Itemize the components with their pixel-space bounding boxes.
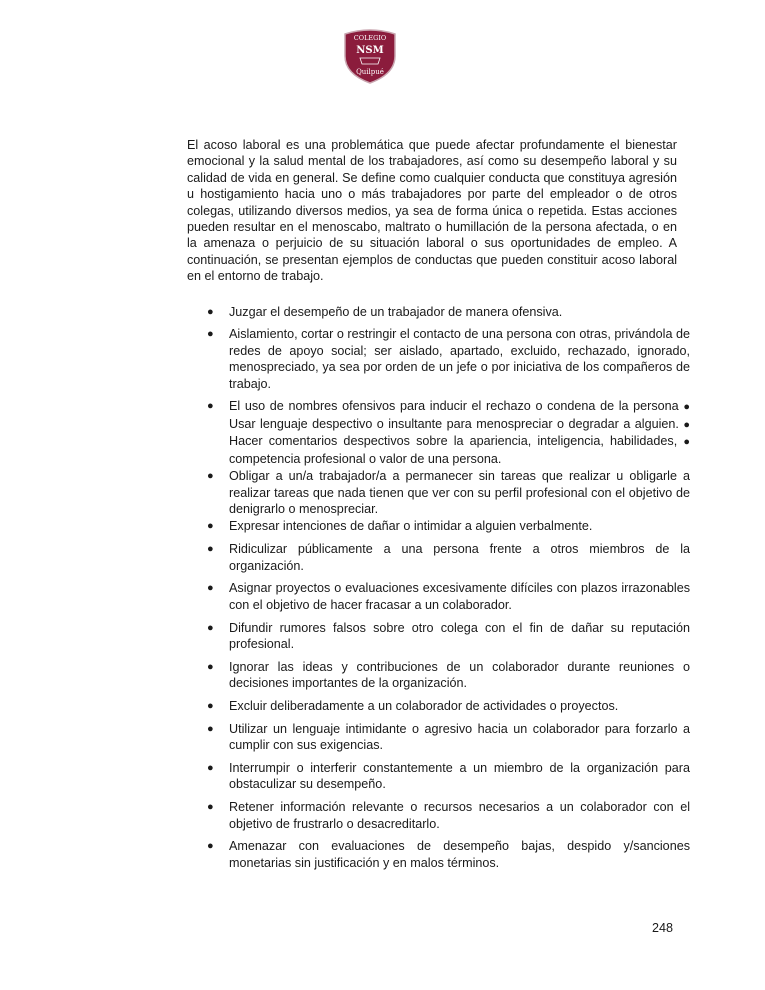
colegio-nsm-logo bbox=[342, 26, 398, 84]
list-item: ● Expresar intenciones de dañar o intimidar a alguien verbalmente. bbox=[207, 519, 593, 534]
list-item: ● Amenazar con evaluaciones de desempeño bajas, despido y/sanciones monetarias sin justificación y en malos términos. bbox=[207, 839, 690, 870]
bullet-icon: ● bbox=[207, 470, 214, 483]
list-item: ● Utilizar un lenguaje intimidante o agresivo hacia un colaborador para forzarlo a cumplir con sus exigencias. bbox=[207, 721, 690, 753]
list-item: ● Aislamiento, cortar o restringir el contacto de una persona con otras, privándola de redes de apoyo social; ser aislado, apartado, excluido, rechazado, ignorado, menospreciado, ya sea por orden de un jefe o por iniciativa de los compañeros de trabajo. bbox=[207, 327, 690, 391]
list-item: ● El uso de nombres ofensivos para inducir el rechazo o condena de la persona ● Usar lenguaje despectivo o insultante para menospreciar o degradar a alguien. ● Hacer comentarios despectivos sobre la apariencia, inteligencia, habilidades, ● competencia profesional o valor de una persona. bbox=[207, 399, 690, 466]
svg-text:COLEGIO: COLEGIO bbox=[353, 34, 387, 42]
bullet-icon: ● bbox=[207, 699, 214, 712]
list-item: ● Asignar proyectos o evaluaciones excesivamente difíciles con plazos irrazonables con el objetivo de hacer fracasar a un colaborador. bbox=[207, 581, 690, 612]
list-item: ● Obligar a un/a trabajador/a a permanecer sin tareas que realizar u obligarle a realizar tareas que nada tienen que ver con su perfil profesional con el objetivo de denigrarlo o menospreciar. bbox=[207, 469, 690, 516]
bullet-icon: ● bbox=[207, 722, 214, 735]
bullet-icon: ● bbox=[207, 328, 214, 341]
bullet-icon: ● bbox=[207, 660, 214, 673]
bullet-icon: ● bbox=[683, 401, 690, 414]
bullet-icon: ● bbox=[207, 801, 214, 814]
list-item: ● Difundir rumores falsos sobre otro colega con el fin de dañar su reputación profesional. bbox=[207, 620, 690, 651]
bullet-icon: ● bbox=[683, 436, 690, 449]
bullet-icon: ● bbox=[207, 621, 214, 634]
bullet-icon: ● bbox=[207, 582, 214, 595]
bullet-icon: ● bbox=[207, 543, 214, 556]
list-item: ● Ridiculizar públicamente a una persona frente a otros miembros de la organización. bbox=[207, 542, 690, 573]
conduct-list bbox=[187, 304, 690, 871]
list-item: ● Juzgar el desempeño de un trabajador de manera ofensiva. bbox=[207, 304, 563, 319]
svg-text:Quilpué: Quilpué bbox=[356, 68, 384, 76]
list-item: ● Interrumpir o interferir constantemente a un miembro de la organización para obstaculizar su desempeño. bbox=[207, 760, 690, 792]
list-item: ● Excluir deliberadamente a un colaborador de actividades o proyectos. bbox=[207, 698, 619, 713]
page-number: 248 bbox=[652, 921, 674, 935]
bullet-icon: ● bbox=[207, 400, 214, 413]
bullet-icon: ● bbox=[683, 418, 690, 431]
page-content bbox=[187, 137, 690, 878]
list-item: ● Ignorar las ideas y contribuciones de un colaborador durante reuniones o decisiones importantes de la organización. bbox=[207, 659, 690, 691]
bullet-icon: ● bbox=[207, 840, 214, 853]
list-item: ● Retener información relevante o recursos necesarios a un colaborador con el objetivo de frustrarlo o desacreditarlo. bbox=[207, 800, 690, 831]
intro-paragraph: El acoso laboral es una problemática que puede afectar profundamente el bienestar emocional y la salud mental de los trabajadores, así como su desempeño laboral y su calidad de vida en general. Se define como cualquier conducta que constituya agresión u hostigamiento hacia uno o más trabajadores por parte del empleador o de otros colegas, utilizando diversos medios, ya sea de forma única o repetida. Estas acciones pueden resultar en el menoscabo, maltrato o humillación de la persona afectada, o en la amenaza o perjuicio de su situación laboral o sus oportunidades de empleo. A continuación, se presentan ejemplos de conductas que pueden constituir acoso laboral en el entorno de trabajo. bbox=[187, 138, 677, 284]
svg-text:NSM: NSM bbox=[356, 45, 384, 56]
bullet-icon: ● bbox=[207, 761, 214, 774]
bullet-icon: ● bbox=[207, 305, 214, 318]
bullet-icon: ● bbox=[207, 520, 214, 533]
